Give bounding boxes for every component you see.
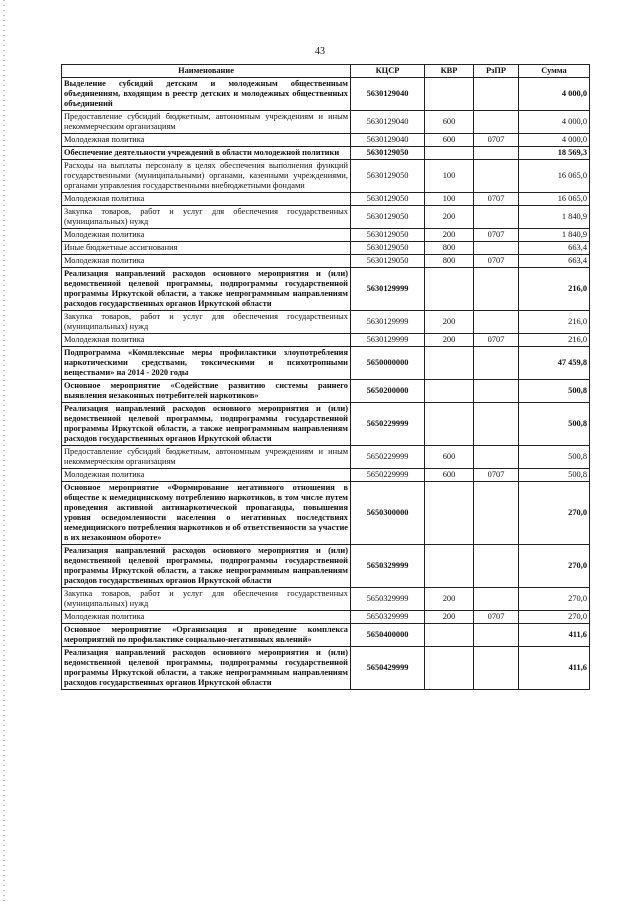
row-kvr: 100 (425, 193, 474, 206)
row-kvr: 600 (425, 111, 474, 134)
row-sum: 4 000,0 (519, 78, 590, 111)
table-header-row (62, 65, 590, 78)
row-kcsr: 5650300000 (351, 482, 425, 545)
row-kcsr: 5630129999 (351, 311, 425, 334)
row-name: Молодежная политика (62, 255, 351, 268)
table-row (62, 611, 590, 624)
row-kvr: 200 (425, 611, 474, 624)
table-body (62, 78, 590, 690)
row-name: Подпрограмма «Комплексные меры профилактики злоупотребления наркотическими средствами, токсическими и психотропными веществами» на 2014 - 2020 годы (62, 347, 351, 380)
row-kcsr: 5630129050 (351, 242, 425, 255)
row-name: Основное мероприятие «Содействие развитию системы раннего выявления незаконных потребителей наркотиков» (62, 380, 351, 403)
row-sum: 411,6 (519, 624, 590, 647)
scan-edge-marks (3, 0, 5, 905)
row-rzpr (474, 311, 519, 334)
row-kcsr: 5650000000 (351, 347, 425, 380)
row-name: Молодежная политика (62, 334, 351, 347)
row-name: Обеспечение деятельности учреждений в области молодежной политики (62, 147, 351, 160)
row-kvr: 100 (425, 160, 474, 193)
row-kcsr: 5630129040 (351, 78, 425, 111)
table-row (62, 134, 590, 147)
row-kvr: 200 (425, 206, 474, 229)
row-kcsr: 5630129050 (351, 147, 425, 160)
row-name: Молодежная политика (62, 469, 351, 482)
row-sum: 216,0 (519, 311, 590, 334)
row-name: Иные бюджетные ассигнования (62, 242, 351, 255)
row-kcsr: 5630129050 (351, 255, 425, 268)
table-row (62, 446, 590, 469)
row-kvr (425, 78, 474, 111)
table-row (62, 78, 590, 111)
row-sum: 663,4 (519, 255, 590, 268)
row-kvr: 200 (425, 334, 474, 347)
row-rzpr (474, 380, 519, 403)
header-name: Наименование (62, 65, 351, 78)
row-kvr (425, 268, 474, 311)
row-sum: 47 459,8 (519, 347, 590, 380)
row-kvr (425, 380, 474, 403)
row-sum: 270,0 (519, 611, 590, 624)
row-sum: 500,8 (519, 380, 590, 403)
row-name: Закупка товаров, работ и услуг для обеспечения государственных (муниципальных) нужд (62, 588, 351, 611)
table-row (62, 380, 590, 403)
table-row (62, 347, 590, 380)
table-row (62, 147, 590, 160)
row-kvr (425, 347, 474, 380)
table-row (62, 229, 590, 242)
row-sum: 16 065,0 (519, 193, 590, 206)
row-kvr (425, 624, 474, 647)
row-name: Реализация направлений расходов основного мероприятия и (или) ведомственной целевой программы, подпрограммы государственной программы Иркутской области, а также непрограммным направлениям расходов государственных органов Иркутской области (62, 545, 351, 588)
row-kcsr: 5650329999 (351, 588, 425, 611)
table-row (62, 334, 590, 347)
table-row (62, 160, 590, 193)
row-rzpr (474, 647, 519, 690)
table-row (62, 255, 590, 268)
row-sum: 4 000,0 (519, 111, 590, 134)
row-kcsr: 5630129050 (351, 160, 425, 193)
table-row (62, 624, 590, 647)
row-rzpr: 0707 (474, 255, 519, 268)
table-row (62, 482, 590, 545)
row-kcsr: 5650229999 (351, 469, 425, 482)
table-row (62, 311, 590, 334)
row-rzpr (474, 160, 519, 193)
row-sum: 16 065,0 (519, 160, 590, 193)
table-row (62, 545, 590, 588)
table-row (62, 193, 590, 206)
row-name: Молодежная политика (62, 193, 351, 206)
row-kvr (425, 403, 474, 446)
row-rzpr: 0707 (474, 334, 519, 347)
row-rzpr: 0707 (474, 193, 519, 206)
table-row (62, 647, 590, 690)
row-name: Реализация направлений расходов основного мероприятия и (или) ведомственной целевой программы, подпрограммы государственной программы Иркутской области, а также непрограммным направлениям расходов государственных органов Иркутской области (62, 403, 351, 446)
row-rzpr (474, 482, 519, 545)
table-row (62, 206, 590, 229)
row-sum: 411,6 (519, 647, 590, 690)
row-kvr (425, 545, 474, 588)
row-kcsr: 5630129040 (351, 111, 425, 134)
row-rzpr: 0707 (474, 134, 519, 147)
row-rzpr (474, 347, 519, 380)
row-name: Предоставление субсидий бюджетным, автономным учреждениям и иным некоммерческим организациям (62, 446, 351, 469)
row-name: Закупка товаров, работ и услуг для обеспечения государственных (муниципальных) нужд (62, 206, 351, 229)
row-kvr: 600 (425, 446, 474, 469)
row-sum: 216,0 (519, 268, 590, 311)
row-rzpr (474, 78, 519, 111)
table-row (62, 469, 590, 482)
row-rzpr (474, 111, 519, 134)
row-kcsr: 5650429999 (351, 647, 425, 690)
row-sum: 270,0 (519, 588, 590, 611)
header-kcsr: КЦСР (351, 65, 425, 78)
row-kvr (425, 482, 474, 545)
header-rzpr: РзПР (474, 65, 519, 78)
row-rzpr (474, 147, 519, 160)
row-name: Расходы на выплаты персоналу в целях обеспечения выполнения функций государственными (муниципальными) органами, казенными учреждениями, органами управления государственными внебюджетными фондами (62, 160, 351, 193)
row-sum: 500,8 (519, 469, 590, 482)
header-sum: Сумма (519, 65, 590, 78)
row-kvr (425, 147, 474, 160)
row-sum: 4 000,0 (519, 134, 590, 147)
row-kvr: 800 (425, 255, 474, 268)
row-sum: 270,0 (519, 545, 590, 588)
row-name: Реализация направлений расходов основного мероприятия и (или) ведомственной целевой программы, подпрограммы государственной программы Иркутской области, а также непрограммным направлениям расходов государственных органов Иркутской области (62, 268, 351, 311)
budget-table (61, 64, 590, 690)
row-kcsr: 5630129050 (351, 206, 425, 229)
row-kcsr: 5630129040 (351, 134, 425, 147)
row-kcsr: 5630129050 (351, 193, 425, 206)
row-kcsr: 5630129050 (351, 229, 425, 242)
row-rzpr (474, 624, 519, 647)
row-sum: 1 840,9 (519, 229, 590, 242)
row-name: Выделение субсидий детским и молодежным общественным объединениям, входящим в реестр детских и молодежных общественных объединений (62, 78, 351, 111)
table-row (62, 403, 590, 446)
row-kcsr: 5650400000 (351, 624, 425, 647)
row-kcsr: 5650229999 (351, 403, 425, 446)
row-kvr: 200 (425, 229, 474, 242)
row-kcsr: 5630129999 (351, 268, 425, 311)
row-sum: 270,0 (519, 482, 590, 545)
table-row (62, 111, 590, 134)
row-sum: 500,8 (519, 446, 590, 469)
row-sum: 500,8 (519, 403, 590, 446)
row-kcsr: 5630129999 (351, 334, 425, 347)
table-row (62, 268, 590, 311)
row-name: Закупка товаров, работ и услуг для обеспечения государственных (муниципальных) нужд (62, 311, 351, 334)
row-kvr (425, 647, 474, 690)
row-kvr: 800 (425, 242, 474, 255)
row-name: Молодежная политика (62, 611, 351, 624)
table-row (62, 242, 590, 255)
row-kcsr: 5650229999 (351, 446, 425, 469)
row-rzpr: 0707 (474, 229, 519, 242)
row-kvr: 200 (425, 588, 474, 611)
row-kcsr: 5650329999 (351, 611, 425, 624)
table-row (62, 588, 590, 611)
row-rzpr (474, 268, 519, 311)
row-rzpr: 0707 (474, 611, 519, 624)
row-name: Основное мероприятие «Формирование негативного отношения в обществе к немедицинскому потреблению наркотиков, в том числе путем проведения активной антинаркотической пропаганды, повышения уровня осведомленности населения о негативных последствиях немедицинского потребления наркотиков и об ответственности за участие в их незаконном обороте» (62, 482, 351, 545)
row-rzpr (474, 446, 519, 469)
header-kvr: КВР (425, 65, 474, 78)
row-sum: 18 569,3 (519, 147, 590, 160)
row-name: Реализация направлений расходов основного мероприятия и (или) ведомственной целевой программы, подпрограммы государственной программы Иркутской области, а также непрограммным направлениям расходов государственных органов Иркутской области (62, 647, 351, 690)
row-sum: 1 840,9 (519, 206, 590, 229)
row-name: Предоставление субсидий бюджетным, автономным учреждениям и иным некоммерческим организациям (62, 111, 351, 134)
row-rzpr (474, 206, 519, 229)
row-rzpr (474, 545, 519, 588)
row-kvr: 200 (425, 311, 474, 334)
row-kcsr: 5650200000 (351, 380, 425, 403)
row-rzpr (474, 588, 519, 611)
row-name: Основное мероприятие «Организация и проведение комплекса мероприятий по профилактике социально-негативных явлений» (62, 624, 351, 647)
row-kvr: 600 (425, 134, 474, 147)
row-kvr: 600 (425, 469, 474, 482)
row-name: Молодежная политика (62, 229, 351, 242)
row-rzpr (474, 403, 519, 446)
row-name: Молодежная политика (62, 134, 351, 147)
row-sum: 216,0 (519, 334, 590, 347)
row-rzpr: 0707 (474, 469, 519, 482)
row-sum: 663,4 (519, 242, 590, 255)
row-rzpr (474, 242, 519, 255)
row-kcsr: 5650329999 (351, 545, 425, 588)
page-number: 43 (315, 46, 325, 57)
